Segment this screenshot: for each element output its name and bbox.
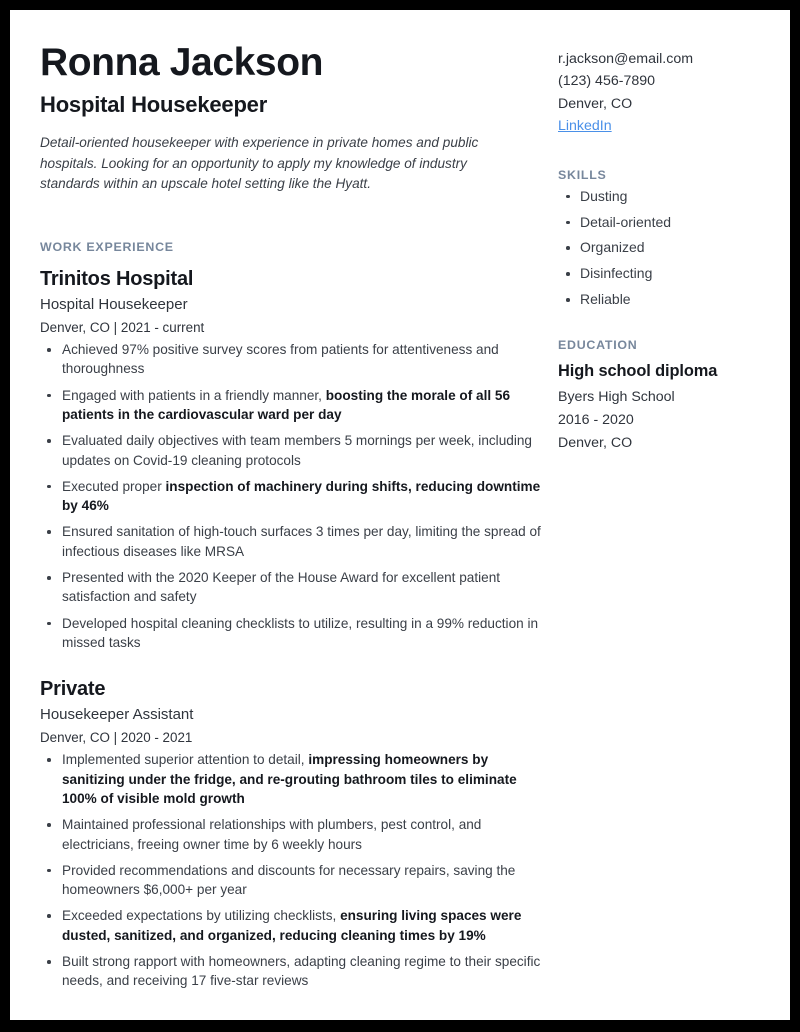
- job-organization: Trinitos Hospital: [40, 268, 194, 290]
- bullet-text: Provided recommendations and discounts for necessary repairs, saving the homeowners $6,000+ per year: [62, 862, 516, 898]
- candidate-name: Ronna Jackson: [40, 41, 324, 84]
- job-entry: [40, 678, 550, 990]
- job-role: Hospital Housekeeper: [40, 296, 188, 313]
- bullet-emphasis: ensuring living spaces were dusted, sanitized, and organized, reducing cleaning times by 19%: [62, 908, 522, 943]
- skill-item: Dusting: [558, 188, 773, 205]
- work-experience-heading: WORK EXPERIENCE: [40, 240, 174, 254]
- bullet-text: Developed hospital cleaning checklists to utilize, resulting in a 99% reduction in missed tasks: [62, 615, 539, 650]
- bullet-text: Ensured sanitation of high-touch surfaces 3 times per day, limiting the spread of infectious diseases like MRSA: [62, 524, 541, 559]
- job-entry: [40, 268, 550, 652]
- skills-list: [558, 188, 773, 308]
- job-bullet: [40, 386, 550, 425]
- bullet-text: Exceeded expectations by utilizing checklists,: [62, 908, 341, 924]
- education-degree: High school diploma: [558, 361, 718, 380]
- job-bullet: [40, 340, 550, 379]
- resume-header: [40, 42, 540, 194]
- bullet-text: Implemented superior attention to detail,: [62, 752, 309, 768]
- bullet-text: Achieved 97% positive survey scores from patients for attentiveness and thoroughness: [62, 342, 499, 377]
- job-bullet: [40, 614, 550, 653]
- resume-page: [10, 10, 790, 1020]
- education-heading: EDUCATION: [558, 337, 638, 352]
- bullet-emphasis: impressing homeowners by sanitizing under the fridge, and re-grouting bathroom tiles to eliminate 100% of visible mold growth: [62, 752, 517, 806]
- job-bullet: [40, 861, 550, 900]
- education-school: Byers High School: [558, 389, 675, 406]
- job-role: Housekeeper Assistant: [40, 706, 194, 724]
- education-location: Denver, CO: [558, 435, 633, 452]
- bullet-text: Maintained professional relationships with plumbers, pest control, and electricians, freeing owner time by 6 weekly hours: [62, 817, 482, 852]
- bullet-text: Engaged with patients in a friendly manner,: [62, 387, 326, 403]
- bullet-emphasis: boosting the morale of all 56 patients in the cardiovascular ward per day: [62, 387, 511, 422]
- skill-item: Reliable: [558, 291, 773, 308]
- skills-heading: SKILLS: [558, 167, 607, 182]
- contact-email[interactable]: r.jackson@email.com: [558, 51, 694, 67]
- contact-linkedin[interactable]: [558, 115, 773, 137]
- job-bullet: [40, 952, 550, 991]
- job-bullet: [40, 906, 550, 945]
- contact-block: [558, 48, 773, 138]
- job-bullet-list: [40, 340, 550, 652]
- skill-item: Organized: [558, 239, 773, 256]
- sidebar: [558, 48, 773, 455]
- job-bullet: [40, 522, 550, 561]
- skills-section: [558, 168, 773, 308]
- education-section: [558, 338, 773, 456]
- professional-summary: Detail-oriented housekeeper with experience in private homes and public hospitals. Looking for an opportunity to apply my knowledge of industry standards within an upscale hotel setting like the Hyatt.: [40, 135, 479, 191]
- bullet-text: Executed proper: [62, 478, 166, 494]
- work-experience-section: [40, 240, 550, 998]
- job-bullet: [40, 431, 550, 470]
- bullet-text: Presented with the 2020 Keeper of the House Award for excellent patient satisfaction and safety: [62, 570, 501, 605]
- bullet-text: Built strong rapport with homeowners, adapting cleaning regime to their specific needs, and receiving 17 five-star reviews: [62, 953, 541, 989]
- contact-phone[interactable]: (123) 456-7890: [558, 73, 656, 90]
- job-list: [40, 268, 550, 991]
- job-bullet: [40, 750, 550, 808]
- linkedin-link[interactable]: LinkedIn: [558, 118, 612, 135]
- job-meta: Denver, CO | 2021 - current: [40, 320, 205, 335]
- bullet-text: Evaluated daily objectives with team members 5 mornings per week, including updates on Covid-19 cleaning protocols: [62, 433, 532, 468]
- job-organization: Private: [40, 678, 106, 701]
- bullet-emphasis: inspection of machinery during shifts, reducing downtime by 46%: [62, 478, 541, 514]
- contact-location: Denver, CO: [558, 95, 633, 112]
- job-bullet: [40, 815, 550, 854]
- job-bullet: [40, 477, 550, 516]
- skill-item: Detail-oriented: [558, 214, 773, 231]
- job-bullet: [40, 568, 550, 607]
- skill-item: Disinfecting: [558, 265, 773, 282]
- candidate-headline: Hospital Housekeeper: [40, 92, 268, 118]
- job-meta: Denver, CO | 2020 - 2021: [40, 730, 193, 746]
- job-bullet-list: [40, 750, 550, 990]
- education-dates: 2016 - 2020: [558, 412, 634, 429]
